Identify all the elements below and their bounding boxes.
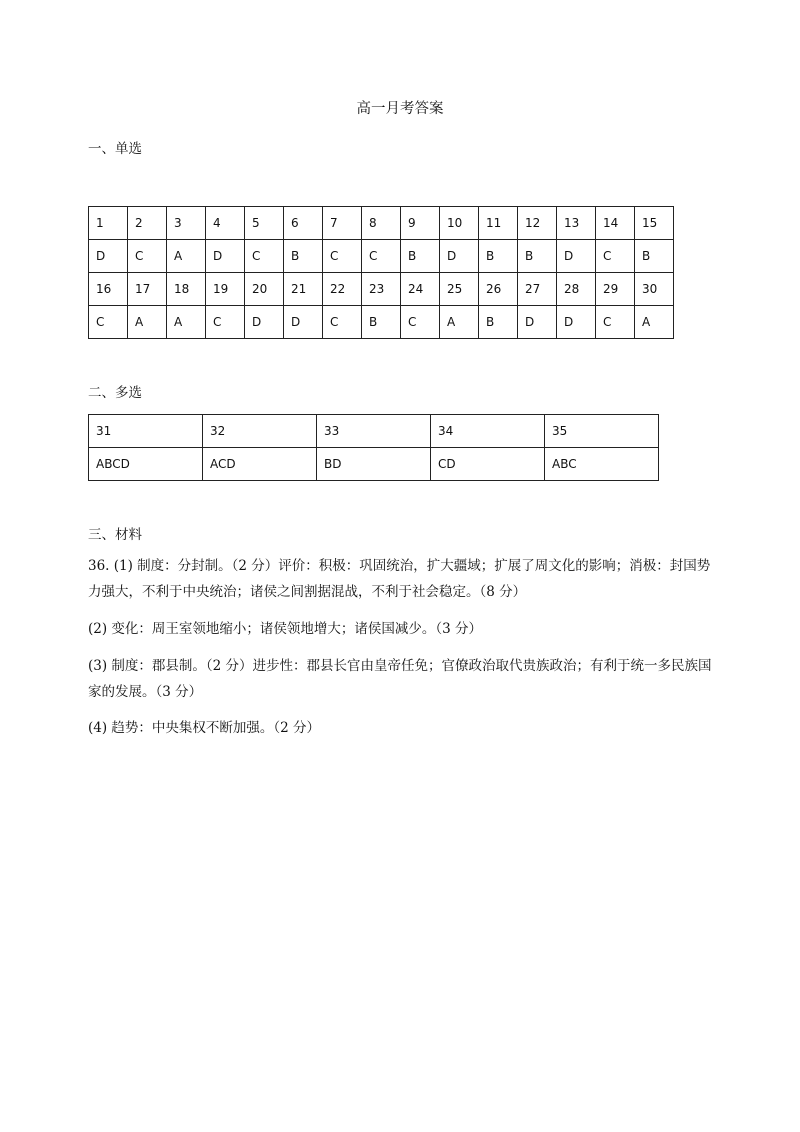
table-cell: 34 [431, 415, 545, 448]
table-cell: 8 [362, 207, 401, 240]
table-cell: 12 [518, 207, 557, 240]
table-cell: ABCD [89, 448, 203, 481]
table-cell: 31 [89, 415, 203, 448]
single-choice-row [89, 207, 674, 240]
table-cell: A [167, 306, 206, 339]
table-cell: 16 [89, 273, 128, 306]
table-cell: 33 [317, 415, 431, 448]
table-cell: B [518, 240, 557, 273]
table-cell: D [557, 240, 596, 273]
table-cell: 21 [284, 273, 323, 306]
table-cell: D [245, 306, 284, 339]
answer-36-part-4: (4) 趋势：中央集权不断加强。（2 分） [88, 720, 321, 736]
table-cell: 23 [362, 273, 401, 306]
single-choice-answer-table [88, 206, 674, 339]
table-cell: 9 [401, 207, 440, 240]
table-cell: B [401, 240, 440, 273]
table-cell: B [479, 240, 518, 273]
table-cell: C [323, 306, 362, 339]
multiple-choice-row [89, 448, 659, 481]
table-cell: 20 [245, 273, 284, 306]
table-cell: C [128, 240, 167, 273]
multiple-choice-row [89, 415, 659, 448]
table-cell: 1 [89, 207, 128, 240]
single-choice-row [89, 240, 674, 273]
table-cell: B [284, 240, 323, 273]
table-cell: 10 [440, 207, 479, 240]
table-cell: 28 [557, 273, 596, 306]
table-cell: 4 [206, 207, 245, 240]
table-cell: 32 [203, 415, 317, 448]
table-cell: 30 [635, 273, 674, 306]
table-cell: D [89, 240, 128, 273]
table-cell: 3 [167, 207, 206, 240]
page-title: 高一月考答案 [356, 101, 444, 117]
table-cell: B [479, 306, 518, 339]
table-cell: C [245, 240, 284, 273]
answer-36-part-2: (2) 变化：周王室领地缩小；诸侯领地增大；诸侯国减少。（3 分） [88, 621, 483, 637]
table-cell: 13 [557, 207, 596, 240]
table-cell: 25 [440, 273, 479, 306]
table-cell: A [167, 240, 206, 273]
single-choice-row [89, 273, 674, 306]
table-cell: D [440, 240, 479, 273]
table-cell: CD [431, 448, 545, 481]
table-cell: 22 [323, 273, 362, 306]
single-choice-row [89, 306, 674, 339]
table-cell: 15 [635, 207, 674, 240]
table-cell: ABC [545, 448, 659, 481]
table-cell: C [206, 306, 245, 339]
table-cell: 19 [206, 273, 245, 306]
table-cell: A [440, 306, 479, 339]
table-cell: 17 [128, 273, 167, 306]
table-cell: D [518, 306, 557, 339]
section-heading-material: 三、材料 [88, 527, 142, 543]
table-cell: 35 [545, 415, 659, 448]
table-cell: ACD [203, 448, 317, 481]
table-cell: B [362, 306, 401, 339]
answer-36-part-1: 36. (1) 制度：分封制。（2 分）评价：积极：巩固统治，扩大疆域；扩展了周文化的影响；消极：封国势力强大，不利于中央统治；诸侯之间割据混战，不利于社会稳定。（8 分） [88, 558, 711, 600]
table-cell: C [323, 240, 362, 273]
table-cell: 7 [323, 207, 362, 240]
table-cell: A [635, 306, 674, 339]
table-cell: C [362, 240, 401, 273]
table-cell: 5 [245, 207, 284, 240]
table-cell: BD [317, 448, 431, 481]
table-cell: C [596, 306, 635, 339]
table-cell: 24 [401, 273, 440, 306]
table-cell: 11 [479, 207, 518, 240]
table-cell: 6 [284, 207, 323, 240]
section-heading-multiple-choice: 二、多选 [88, 385, 142, 401]
table-cell: 27 [518, 273, 557, 306]
answer-36-part-3: (3) 制度：郡县制。（2 分）进步性：郡县长官由皇帝任免；官僚政治取代贵族政治；有利于统一多民族国家的发展。（3 分） [88, 658, 712, 700]
section-heading-single-choice: 一、单选 [88, 141, 142, 157]
table-cell: C [596, 240, 635, 273]
multiple-choice-table-body [89, 415, 659, 481]
table-cell: 14 [596, 207, 635, 240]
table-cell: 29 [596, 273, 635, 306]
table-cell: 26 [479, 273, 518, 306]
table-cell: D [206, 240, 245, 273]
table-cell: D [557, 306, 596, 339]
table-cell: C [401, 306, 440, 339]
table-cell: D [284, 306, 323, 339]
multiple-choice-answer-table [88, 414, 659, 481]
table-cell: 2 [128, 207, 167, 240]
table-cell: A [128, 306, 167, 339]
single-choice-table-body [89, 207, 674, 339]
table-cell: 18 [167, 273, 206, 306]
table-cell: B [635, 240, 674, 273]
table-cell: C [89, 306, 128, 339]
